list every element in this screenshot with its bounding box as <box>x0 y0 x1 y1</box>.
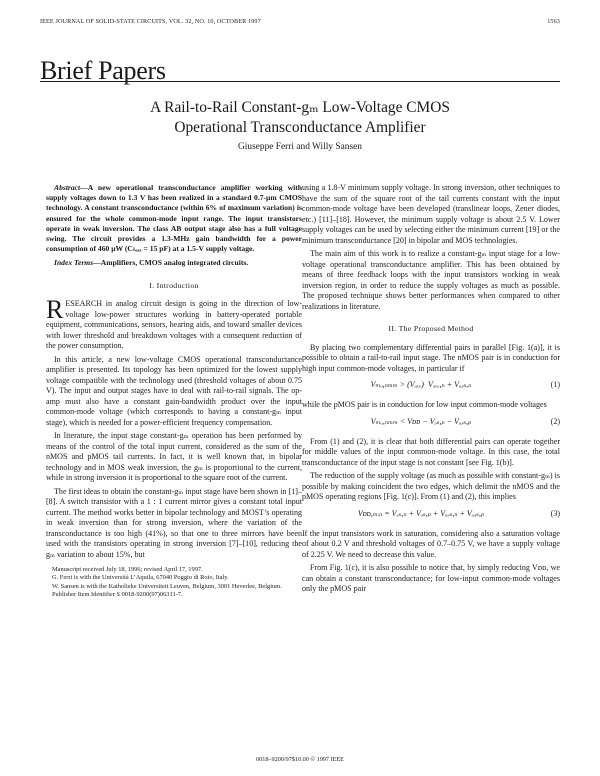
method-paragraph-6: From Fig. 1(c), it is also possible to notice that, by simply reducing Vᴅᴅ, we can obtain a constant transconductance; for low-input common-mode voltages only the pMOS pair <box>302 563 560 593</box>
heading-rule <box>40 81 560 82</box>
abstract-label: Abstract— <box>54 183 88 192</box>
right-paragraph-2: The main aim of this work is to realize a constant-gₘ input stage for a low-voltage operational transconductance amplifier. This has been obtained by means of three feedback loops with the input transistors working in weak inversion region, in order to reduce the supply voltages as much as possible. The proposed technique shows better performances when compared to other realizations in literature. <box>302 249 560 311</box>
journal-citation: IEEE JOURNAL OF SOLID-STATE CIRCUITS, VOL. 32, NO. 10, OCTOBER 1997 <box>40 18 261 25</box>
method-paragraph-3: From (1) and (2), it is clear that both differential pairs can operate together for middle values of the input common-mode voltage. In this case, the total transconductance of the input stage is not constant [see Fig. 1(b)]. <box>302 436 560 467</box>
intro-paragraph-2: In this article, a new low-voltage CMOS operational transconductance amplifier is presented. Its topology has been optimized for the lowest supply voltage compatible with the technology used (threshold voltages of about 0.75 V). The input and output stages have to deal with rail-to-rail signals. The op-amp must also have a constant gain-bandwidth product over the input common-mode voltage (which corresponds to having a constant-gₘ input stage), which is needed for a power-efficient frequency compensation. <box>46 354 302 427</box>
page-number: 1563 <box>547 18 560 25</box>
equation-3-expression: Vᴅᴅ,ₘᵢₙ = Vₔₛ,ₙ + Vₔₛ,ₚ + Vᵤₔₛ,ₙ + Vᵤₔₛ,ₚ <box>357 508 485 518</box>
intro-paragraph-4: The first ideas to obtain the constant-gₘ input stage have been shown in [1]–[8]. A switch transistor with a 1 : 1 current mirror gives a constant total input current. The method works better in bipolar technology and MOST’s operating in weak inversion than for strong inversion, where the variation of the transconductance is too high (41%), so that one to three mirrors have been used with the transistors operating in strong inversion [7]–[10], reducing the gₘ variation to about 15%, but <box>46 486 302 559</box>
right-column <box>302 183 560 598</box>
index-terms <box>46 258 302 268</box>
footnote-received: Manuscript received July 18, 1996; revised April 17, 1997. <box>52 566 203 574</box>
method-paragraph-5: If the input transistors work in saturation, considering also a saturation voltage of about 0.2 V and threshold voltages of 0.7–0.75 V, we have a supply voltage of 2.25 V. We need to decrease this value. <box>302 528 560 559</box>
method-paragraph-4: The reduction of the supply voltage (as much as possible with constant-gₘ) is possible by making coincident the two edges, which delimit the nMOS and the pMOS operating regions [Fig. 1(c)]. From (1) and (2), this implies <box>302 471 560 501</box>
equation-2-expression: Vₘₒ,ₙₘₘ < Vᴅᴅ − Vₔₛ,ₚ − Vᵤₔₛ,ₚ <box>370 416 472 426</box>
section-heading-introduction: I. Introduction <box>149 280 199 290</box>
equation-2-number: (2) <box>550 416 560 426</box>
equation-3-number: (3) <box>550 508 560 518</box>
equation-2 <box>302 415 560 431</box>
equation-3 <box>302 507 560 523</box>
drop-cap: R <box>46 295 64 325</box>
intro-paragraph-3: In literature, the input stage constant-gₘ operation has been performed by means of the control of the total input current, considered as the sum of the nMOS and pMOS tail currents. In fact, it is well known that, in bipolar technology and in MOS weak inversion, the gₘ is proportional to the current, while in strong inversion it is proportional to the square root of the current. <box>46 431 302 483</box>
footnote-pii: Publisher Item Identifier S 0018-9200(97)06311-7. <box>52 590 183 598</box>
abstract-text: A new operational transconductance amplifier working with supply voltages down to 1.3 V has been realized in a standard 0.7-μm CMOS technology. A constant transconductance (within 6% of maximum variation) is ensured for the whole common-mode input range. The input transistors operate in weak inversion. The class AB output stage also has a full voltage swing. The circuit provides a 1.3-MHz gain bandwidth for a power consumption of 460 μW (Cₗₒₐₓ = 15 pF) at a 1.5-V supply voltage. <box>46 183 302 254</box>
section-heading-proposed-method: II. The Proposed Method <box>388 324 474 333</box>
right-paragraph-1: using a 1.8-V minimum supply voltage. In strong inversion, other techniques to have the sum of the square root of the tail currents constant with the input common-mode voltage have been developed (translinear loops, Zener diodes, etc.) [11]–[18]. However, the minimum supply voltage is about 2.5 V. Lower supply voltages can be used by selecting either the minimum current [19] or the minimum transconductance [20] in bipolar and MOS technologies. <box>302 183 560 245</box>
index-terms-text: —Amplifiers, CMOS analog integrated circuits. <box>93 258 249 268</box>
left-column <box>46 183 302 599</box>
section-heading: Brief Papers <box>40 56 166 85</box>
title-line-1: A Rail-to-Rail Constant-gₘ Low-Voltage CMOS <box>150 99 450 116</box>
footnote-sansen: W. Sansen is with the Katholieke Universiteit Leuven, Belgium, 3001 Heverlee, Belgium. <box>52 582 282 590</box>
equation-1 <box>302 378 560 394</box>
footnotes <box>46 566 302 599</box>
title-line-2: Operational Transconductance Amplifier <box>174 119 426 136</box>
equation-1-expression: Vₘₒ,ₙₘₘ > (Vₔₓₓ) Vₔₓₓ,ₙ + Vᵤₔₛ,ₙ <box>370 380 472 389</box>
paper-title <box>40 98 560 138</box>
method-paragraph-1: By placing two complementary differential pairs in parallel [Fig. 1(a)], it is possible to obtain a rail-to-rail input stage. The nMOS pair is in conduction for high input common-mode voltages, in particular if <box>302 342 560 373</box>
footnote-ferri: G. Ferri is with the Università L’Aquila, 67040 Poggio di Roio, Italy. <box>52 574 229 582</box>
running-head <box>40 18 560 25</box>
intro-paragraph-1-text: ESEARCH in analog circuit design is going in the direction of low-voltage low-power structures working in battery-operated portable equipment, communications, sensors, hearing aids, and toward smaller devices with lower threshold and breakdown voltages with a consequent reduction of the power consumption. <box>46 299 302 351</box>
abstract <box>46 183 302 254</box>
index-terms-label: Index Terms <box>54 258 94 268</box>
authors: Giuseppe Ferri and Willy Sansen <box>238 142 362 152</box>
equation-1-number: (1) <box>550 380 560 389</box>
intro-paragraph-1 <box>46 295 302 352</box>
method-paragraph-2: while the pMOS pair is in conduction for low input common-mode voltages <box>302 400 547 409</box>
copyright-footer: 0018–9200/97$10.00 © 1997 IEEE <box>256 756 344 763</box>
